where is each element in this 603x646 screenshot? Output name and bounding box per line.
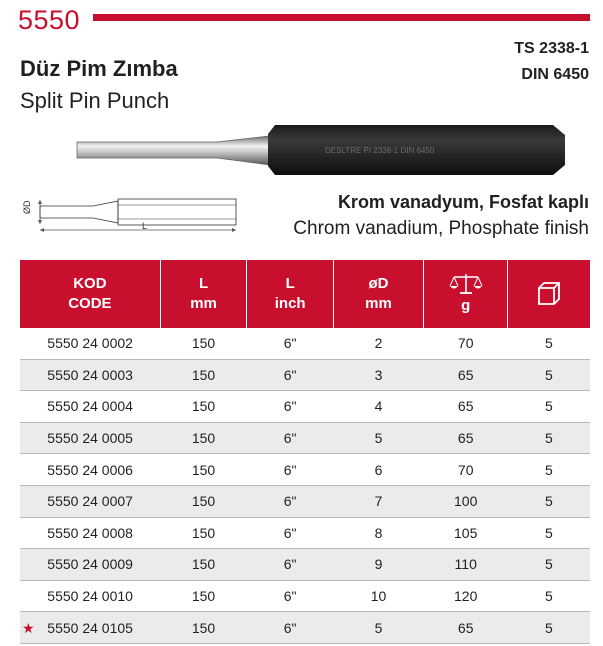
cell-length-inch: 6" bbox=[247, 517, 334, 549]
cell-package: 5 bbox=[508, 454, 590, 486]
title-turkish: Düz Pim Zımba bbox=[20, 56, 178, 81]
table-row bbox=[20, 549, 590, 581]
scale-icon bbox=[449, 272, 483, 296]
cell-package: 5 bbox=[508, 422, 590, 454]
cell-length-inch: 6" bbox=[247, 549, 334, 581]
cell-weight: 100 bbox=[424, 485, 508, 517]
title-english: Split Pin Punch bbox=[20, 88, 170, 113]
table-row bbox=[20, 359, 590, 391]
cell-package: 5 bbox=[508, 391, 590, 423]
cell-diameter: 8 bbox=[333, 517, 423, 549]
cell-length-mm: 150 bbox=[160, 485, 247, 517]
cell-package: 5 bbox=[508, 612, 590, 644]
cell-code: 5550 24 0005 bbox=[20, 422, 160, 454]
diagram-length-label: L bbox=[142, 221, 148, 231]
cell-code: 5550 24 0003 bbox=[20, 359, 160, 391]
cell-length-inch: 6" bbox=[247, 485, 334, 517]
header-weight bbox=[424, 260, 508, 328]
cell-weight: 70 bbox=[424, 454, 508, 486]
cell-package: 5 bbox=[508, 549, 590, 581]
cell-package: 5 bbox=[508, 359, 590, 391]
cell-weight: 105 bbox=[424, 517, 508, 549]
table-row bbox=[20, 422, 590, 454]
box-icon bbox=[536, 281, 562, 307]
cell-diameter: 9 bbox=[333, 549, 423, 581]
cell-weight: 70 bbox=[424, 328, 508, 359]
product-code: 5550 bbox=[18, 5, 81, 35]
punch-tool-image bbox=[75, 125, 567, 175]
header-weight-unit: g bbox=[461, 297, 471, 314]
header-diameter-line1: øD bbox=[368, 275, 389, 292]
cell-package: 5 bbox=[508, 517, 590, 549]
cell-length-inch: 6" bbox=[247, 328, 334, 359]
header-code bbox=[20, 260, 160, 328]
cell-weight: 65 bbox=[424, 422, 508, 454]
header-package bbox=[508, 260, 590, 328]
cell-code-text: 5550 24 0105 bbox=[47, 619, 133, 636]
cell-weight: 65 bbox=[424, 391, 508, 423]
cell-diameter: 5 bbox=[333, 422, 423, 454]
cell-diameter: 5 bbox=[333, 612, 423, 644]
table-row bbox=[20, 612, 590, 644]
table-header-row bbox=[20, 260, 590, 328]
cell-length-mm: 150 bbox=[160, 328, 247, 359]
cell-diameter: 7 bbox=[333, 485, 423, 517]
cell-diameter: 10 bbox=[333, 580, 423, 612]
header-length-mm-line1: L bbox=[198, 275, 209, 292]
star-icon: ★ bbox=[22, 620, 35, 637]
table-row bbox=[20, 454, 590, 486]
header-length-mm-line2: mm bbox=[190, 295, 217, 312]
table-row bbox=[20, 517, 590, 549]
cell-length-mm: 150 bbox=[160, 612, 247, 644]
cell-length-inch: 6" bbox=[247, 612, 334, 644]
cell-diameter: 6 bbox=[333, 454, 423, 486]
diagram-diameter-label: ØD bbox=[22, 200, 32, 214]
spec-table bbox=[20, 260, 590, 644]
table-row bbox=[20, 391, 590, 423]
cell-code-starred bbox=[20, 612, 160, 644]
tool-engraving: DESLTRE PI 2338-1 DIN 6450 bbox=[325, 146, 435, 155]
standard-din: DIN 6450 bbox=[521, 66, 589, 83]
cell-length-mm: 150 bbox=[160, 549, 247, 581]
cell-length-inch: 6" bbox=[247, 454, 334, 486]
standard-ts: TS 2338-1 bbox=[514, 40, 589, 57]
cell-code: 5550 24 0010 bbox=[20, 580, 160, 612]
header-bar bbox=[93, 14, 590, 21]
cell-code: 5550 24 0008 bbox=[20, 517, 160, 549]
cell-code: 5550 24 0007 bbox=[20, 485, 160, 517]
cell-length-mm: 150 bbox=[160, 517, 247, 549]
table-row bbox=[20, 485, 590, 517]
cell-length-inch: 6" bbox=[247, 422, 334, 454]
cell-code: 5550 24 0009 bbox=[20, 549, 160, 581]
header-diameter bbox=[333, 260, 423, 328]
cell-length-inch: 6" bbox=[247, 359, 334, 391]
header-length-mm bbox=[160, 260, 247, 328]
cell-package: 5 bbox=[508, 580, 590, 612]
cell-diameter: 2 bbox=[333, 328, 423, 359]
dimension-diagram bbox=[18, 190, 250, 240]
cell-length-mm: 150 bbox=[160, 454, 247, 486]
cell-package: 5 bbox=[508, 485, 590, 517]
cell-diameter: 3 bbox=[333, 359, 423, 391]
material-turkish: Krom vanadyum, Fosfat kaplı bbox=[337, 192, 589, 212]
cell-package: 5 bbox=[508, 328, 590, 359]
cell-length-inch: 6" bbox=[247, 391, 334, 423]
cell-length-inch: 6" bbox=[247, 580, 334, 612]
header-length-inch-line2: inch bbox=[274, 295, 306, 312]
cell-length-mm: 150 bbox=[160, 422, 247, 454]
header-diameter-line2: mm bbox=[365, 295, 392, 312]
material-english: Chrom vanadium, Phosphate finish bbox=[293, 218, 589, 239]
cell-weight: 110 bbox=[424, 549, 508, 581]
cell-length-mm: 150 bbox=[160, 359, 247, 391]
header-length-inch bbox=[247, 260, 334, 328]
header-code-line1: KOD bbox=[73, 275, 107, 292]
cell-length-mm: 150 bbox=[160, 391, 247, 423]
cell-weight: 65 bbox=[424, 612, 508, 644]
table-row bbox=[20, 328, 590, 359]
header-code-line2: CODE bbox=[68, 295, 112, 312]
cell-code: 5550 24 0004 bbox=[20, 391, 160, 423]
cell-diameter: 4 bbox=[333, 391, 423, 423]
cell-length-mm: 150 bbox=[160, 580, 247, 612]
cell-weight: 65 bbox=[424, 359, 508, 391]
header-length-inch-line1: L bbox=[285, 275, 295, 292]
table-row bbox=[20, 580, 590, 612]
cell-code: 5550 24 0002 bbox=[20, 328, 160, 359]
cell-code: 5550 24 0006 bbox=[20, 454, 160, 486]
cell-weight: 120 bbox=[424, 580, 508, 612]
